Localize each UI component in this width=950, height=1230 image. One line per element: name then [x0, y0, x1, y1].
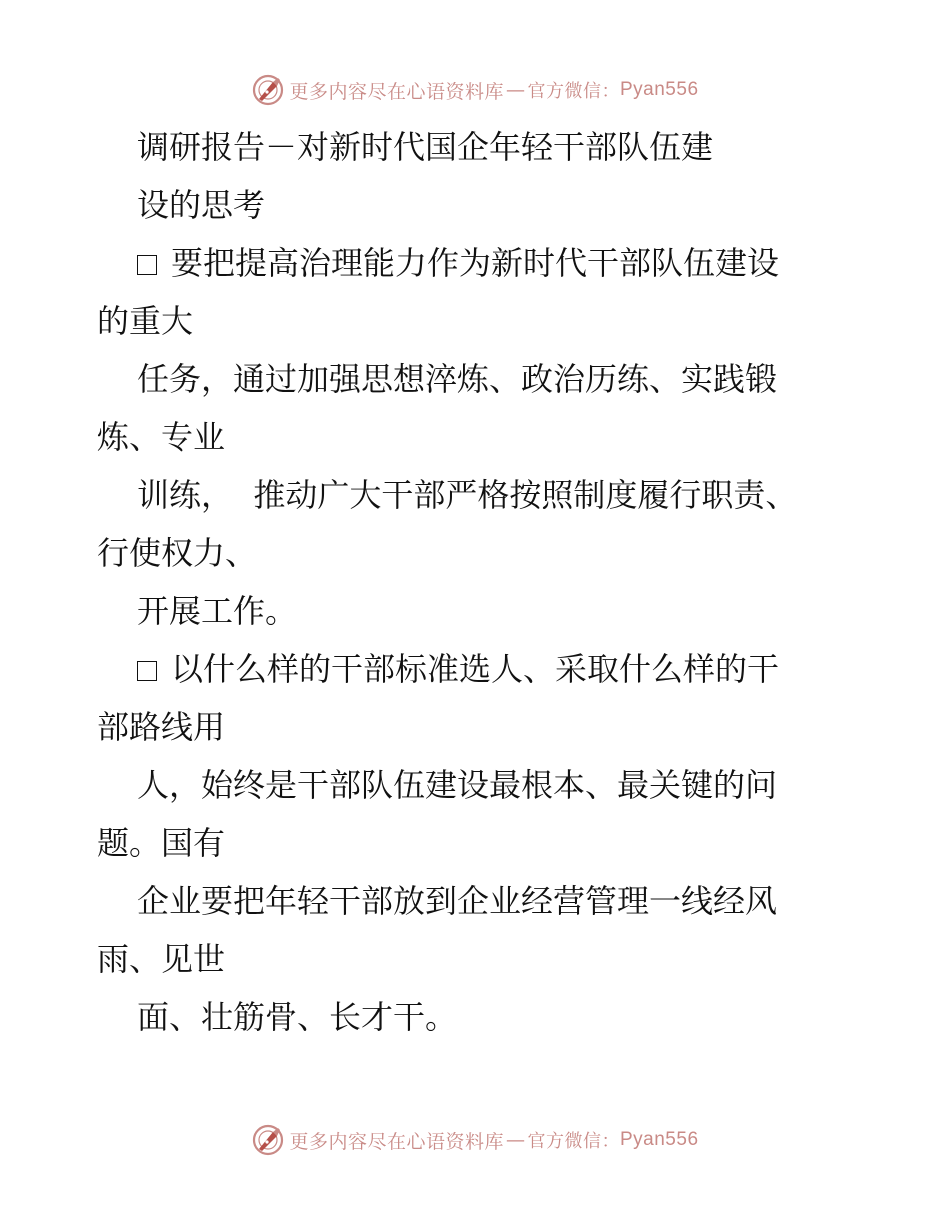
paragraph-line: 人，始终是干部队伍建设最根本、最关键的问: [137, 766, 778, 804]
checkbox-square-icon: [137, 661, 157, 681]
paragraph-line: 面、壮筋骨、长才干。: [137, 998, 458, 1036]
paragraph-line: 炼、专业: [97, 418, 226, 456]
paragraph-text: 以什么样的干部标准选人、采取什么样的干: [171, 650, 780, 688]
paragraph-line: 的重大: [97, 302, 194, 340]
paragraph-line: 题。国有: [97, 824, 226, 862]
paragraph-line: 行使权力、: [97, 534, 258, 572]
paragraph-line: 企业要把年轻干部放到企业经营管理一线经风: [137, 882, 778, 920]
watermark-sub-text: 官方微信：: [527, 1131, 620, 1152]
document-body: [97, 118, 842, 1046]
watermark-sub-text: 官方微信：: [527, 81, 620, 102]
pen-nib-logo-icon: [251, 73, 285, 107]
paragraph-text: 要把提高治理能力作为新时代干部队伍建设: [171, 244, 780, 282]
header-watermark: [0, 70, 950, 110]
watermark-code: Pyan556: [620, 1129, 699, 1150]
paragraph-line: 雨、见世: [97, 940, 226, 978]
document-title-line: 调研报告－对新时代国企年轻干部队伍建: [137, 128, 714, 166]
paragraph-line: 开展工作。: [137, 592, 298, 630]
checkbox-square-icon: [137, 255, 157, 275]
watermark-code: Pyan556: [620, 79, 699, 100]
footer-watermark: [0, 1120, 950, 1160]
document-title-line: 设的思考: [137, 186, 266, 224]
watermark-main-text: 更多内容尽在心语资料库: [289, 80, 504, 103]
paragraph-line: 部路线用: [97, 708, 226, 746]
paragraph-line: [97, 640, 842, 698]
pen-nib-logo-icon: [251, 1123, 285, 1157]
paragraph-line: [97, 234, 842, 292]
watermark-dash: —: [506, 79, 526, 101]
paragraph-line: 任务，通过加强思想淬炼、政治历练、实践锻: [137, 360, 778, 398]
watermark-dash: —: [506, 1129, 526, 1151]
paragraph-line: 训练， 推动广大干部严格按照制度履行职责、: [137, 476, 798, 514]
watermark-main-text: 更多内容尽在心语资料库: [289, 1130, 504, 1153]
